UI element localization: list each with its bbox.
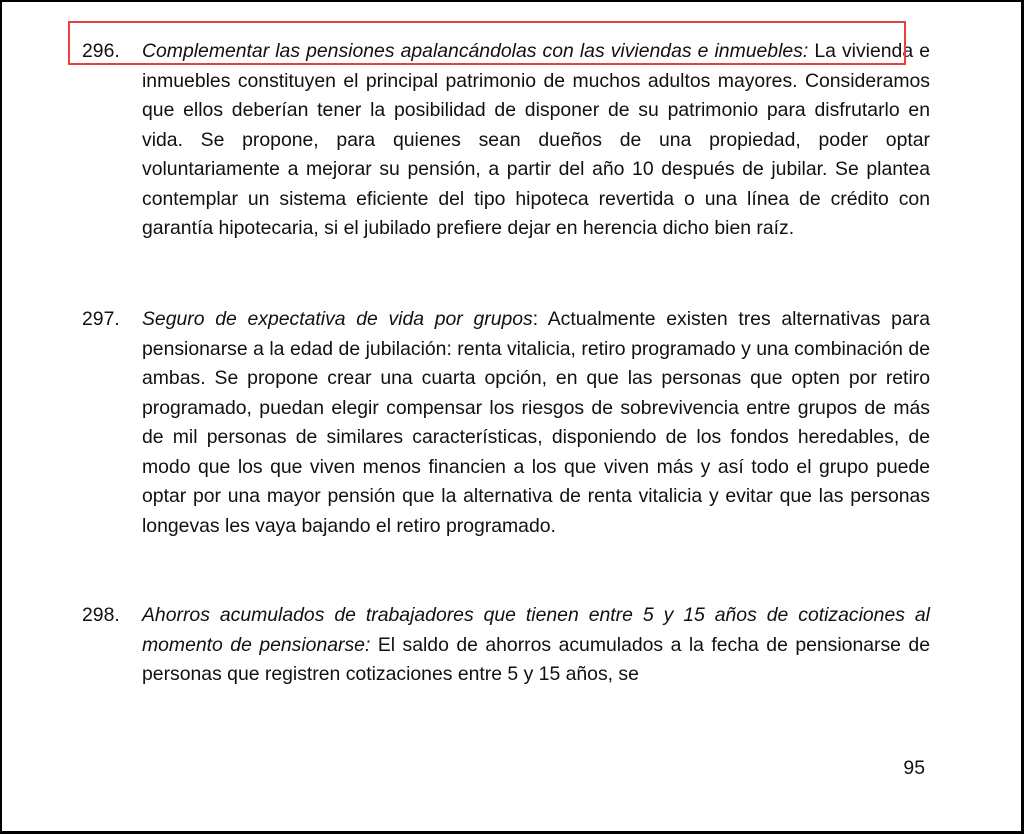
item-text: : Actualmente existen tres alternativas para pensionarse a la edad de jubilación: renta vitalicia, retiro programado y una combinación de ambas. Se propone crear una cuarta opción, en que las personas que opten por retiro programado, puedan elegir compensar los riesgos de sobrevivencia entre grupos de más de mil personas de similares características, disponiendo de los fondos heredables, de modo que los que viven menos financien a los que viven más y así todo el grupo puede optar por una mayor pensión que la alternativa de renta vitalicia y evitar que las personas longevas les vaya bajando el retiro programado. bbox=[142, 308, 930, 537]
item-text: La vivienda e inmuebles constituyen el principal patrimonio de muchos adultos mayores. Consideramos que ellos deberían tener la posibilidad de disponer de su patrimonio para disfrutarlo en vida. Se propone, para quienes sean dueños de una propiedad, poder optar voluntariamente a mejorar su pensión, a partir del año 10 después de jubilar. Se plantea contemplar un sistema eficiente del tipo hipoteca revertida o una línea de crédito con garantía hipotecaria, si el jubilado prefiere dejar en herencia dicho bien raíz. bbox=[142, 40, 930, 239]
item-number: 297. bbox=[82, 308, 120, 330]
paragraph-body bbox=[142, 305, 930, 541]
item-heading: Ahorros acumulados de trabajadores que tienen entre 5 y 15 años de cotizaciones al momento de pensionarse: bbox=[142, 604, 930, 656]
numbered-paragraph-297 bbox=[82, 305, 930, 541]
page-number: 95 bbox=[903, 757, 925, 779]
paragraph-body bbox=[142, 601, 930, 690]
item-heading: Seguro de expectativa de vida por grupos bbox=[142, 308, 533, 330]
item-number: 298. bbox=[82, 604, 120, 626]
numbered-paragraph-296 bbox=[82, 37, 930, 244]
paragraph-body bbox=[142, 37, 930, 244]
item-number: 296. bbox=[82, 40, 120, 62]
item-heading: Complementar las pensiones apalancándolas con las viviendas e inmuebles: bbox=[142, 40, 809, 62]
numbered-paragraph-298 bbox=[82, 601, 930, 690]
item-text: El saldo de ahorros acumulados a la fecha de pensionarse de personas que registren cotizaciones entre 5 y 15 años, se bbox=[142, 633, 930, 685]
